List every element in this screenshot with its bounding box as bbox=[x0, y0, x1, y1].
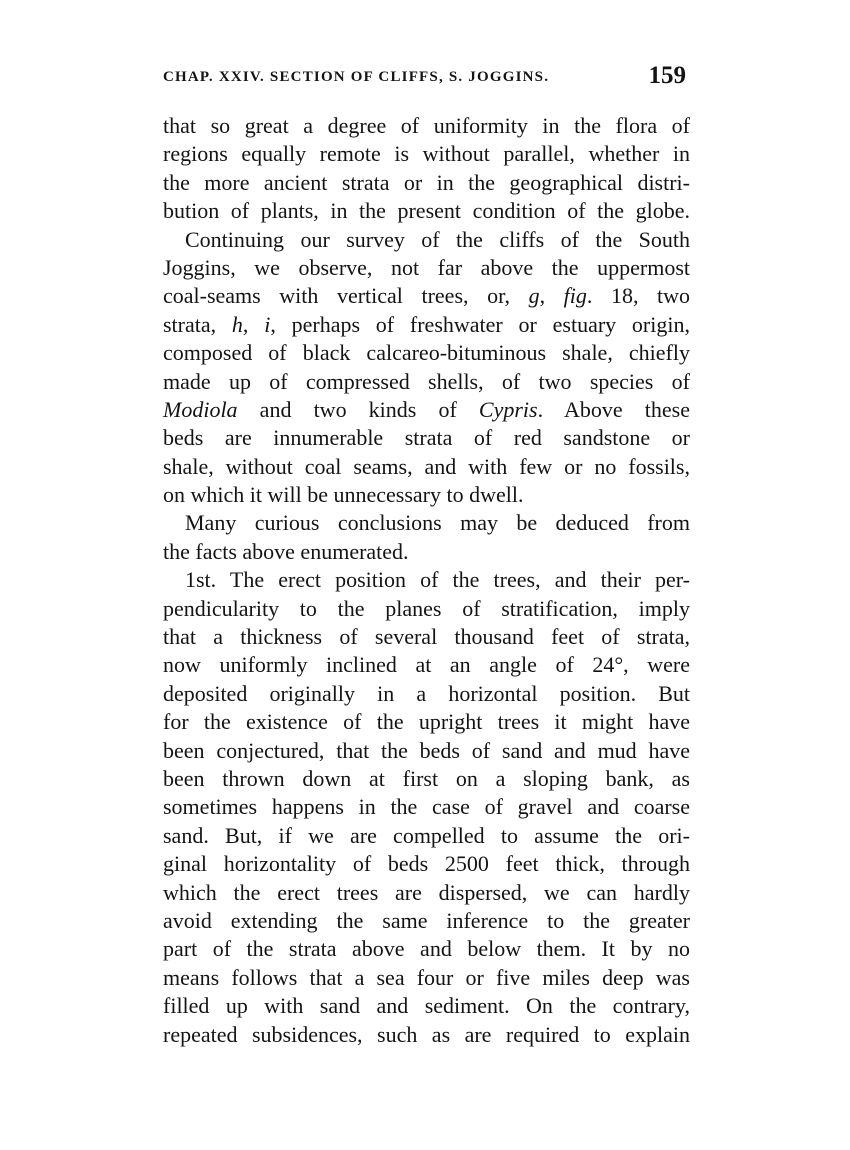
text-segment: 1st. The erect position of the trees, and their per- bbox=[185, 567, 690, 593]
text-line bbox=[163, 509, 690, 537]
text-line bbox=[163, 964, 690, 992]
text-segment: filled up with sand and sediment. On the contrary, bbox=[163, 993, 690, 1019]
text-line bbox=[163, 396, 690, 424]
text-segment: deposited originally in a horizontal position. But bbox=[163, 680, 690, 706]
text-segment: been conjectured, that the beds of sand and mud have bbox=[163, 737, 690, 763]
text-segment: the facts above enumerated. bbox=[163, 538, 409, 564]
page-header bbox=[163, 62, 686, 96]
text-line bbox=[163, 481, 690, 509]
text-line bbox=[163, 339, 690, 367]
text-segment: the more ancient strata or in the geographical distri- bbox=[163, 169, 690, 195]
text-line bbox=[163, 737, 690, 765]
text-line bbox=[163, 226, 690, 254]
italic-text: g bbox=[528, 283, 540, 309]
italic-text: fig bbox=[563, 283, 587, 309]
text-segment: . 18, two bbox=[586, 283, 691, 309]
text-line bbox=[163, 140, 690, 168]
text-segment: Continuing our survey of the cliffs of the South bbox=[185, 226, 690, 252]
text-line bbox=[163, 1021, 690, 1049]
text-segment: Many curious conclusions may be deduced from bbox=[185, 510, 690, 536]
text-segment: , perhaps of freshwater or estuary origin, bbox=[270, 311, 690, 337]
text-segment: coal-seams with vertical trees, or, bbox=[163, 283, 529, 309]
text-segment: bution of plants, in the present condition of the globe. bbox=[163, 198, 690, 224]
text-segment: that a thickness of several thousand feet of strata, bbox=[163, 624, 690, 650]
text-segment: for the existence of the upright trees it might have bbox=[163, 709, 690, 735]
text-segment: Joggins, we observe, not far above the uppermost bbox=[163, 254, 690, 280]
text-line bbox=[163, 623, 690, 651]
text-segment: and two kinds of bbox=[237, 396, 479, 422]
text-line bbox=[163, 112, 690, 140]
text-segment: that so great a degree of uniformity in the flora of bbox=[163, 113, 690, 138]
text-line bbox=[163, 822, 690, 850]
text-segment: sand. But, if we are compelled to assume the ori- bbox=[163, 822, 690, 848]
italic-text: i bbox=[264, 311, 271, 337]
text-line bbox=[163, 282, 690, 310]
text-line bbox=[163, 935, 690, 963]
text-segment: on which it will be unnecessary to dwell. bbox=[163, 482, 524, 508]
text-segment: beds are innumerable strata of red sandstone or bbox=[163, 425, 690, 451]
text-segment: composed of black calcareo-bituminous shale, chiefly bbox=[163, 340, 690, 366]
text-segment: repeated subsidences, such as are required to explain bbox=[163, 1021, 690, 1047]
text-segment: pendicularity to the planes of stratification, imply bbox=[163, 595, 690, 621]
text-segment: shale, without coal seams, and with few or no fossils, bbox=[163, 453, 690, 479]
text-segment: , bbox=[242, 311, 265, 337]
italic-text: Modiola bbox=[163, 396, 238, 422]
text-segment: sometimes happens in the case of gravel and coarse bbox=[163, 794, 690, 820]
text-segment: means follows that a sea four or five miles deep was bbox=[163, 964, 690, 990]
text-line bbox=[163, 765, 690, 793]
text-segment: regions equally remote is without parallel, whether in bbox=[163, 141, 690, 167]
text-line bbox=[163, 453, 690, 481]
text-line bbox=[163, 311, 690, 339]
text-line bbox=[163, 793, 690, 821]
text-line bbox=[163, 708, 690, 736]
text-line bbox=[163, 424, 690, 452]
page-number: 159 bbox=[648, 62, 686, 89]
text-segment: now uniformly inclined at an angle of 24°, were bbox=[163, 652, 690, 678]
text-line bbox=[163, 595, 690, 623]
italic-text: Cypris bbox=[478, 396, 538, 422]
text-line bbox=[163, 538, 690, 566]
italic-text: h bbox=[231, 311, 243, 337]
text-line bbox=[163, 879, 690, 907]
text-segment: avoid extending the same inference to the greater bbox=[163, 907, 690, 933]
text-segment: strata, bbox=[163, 311, 232, 337]
text-line bbox=[163, 566, 690, 594]
text-line bbox=[163, 850, 690, 878]
text-line bbox=[163, 680, 690, 708]
text-segment: , bbox=[539, 283, 564, 309]
text-line bbox=[163, 992, 690, 1020]
text-segment: part of the strata above and below them. It by no bbox=[163, 936, 690, 962]
text-line bbox=[163, 197, 690, 225]
text-segment: been thrown down at first on a sloping bank, as bbox=[163, 765, 690, 791]
body-text bbox=[163, 112, 690, 1049]
text-segment: made up of compressed shells, of two species of bbox=[163, 368, 690, 394]
text-segment: ginal horizontality of beds 2500 feet thick, through bbox=[163, 851, 690, 877]
text-line bbox=[163, 907, 690, 935]
text-segment: . Above these bbox=[537, 396, 690, 422]
text-line bbox=[163, 651, 690, 679]
text-line bbox=[163, 254, 690, 282]
running-head: CHAP. XXIV. SECTION OF CLIFFS, S. JOGGINS. bbox=[163, 69, 550, 85]
text-segment: which the erect trees are dispersed, we can hardly bbox=[163, 879, 690, 905]
text-line bbox=[163, 368, 690, 396]
text-line bbox=[163, 169, 690, 197]
